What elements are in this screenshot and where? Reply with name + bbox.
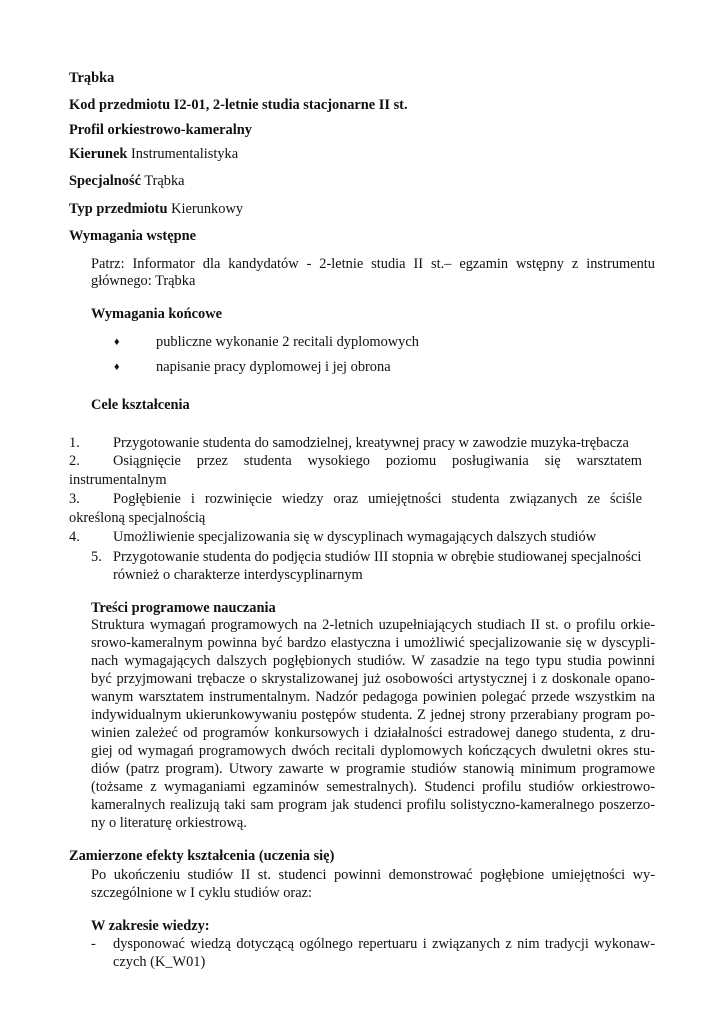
course-type-label: Typ przedmiotu (69, 201, 168, 217)
goal-text: Osiągnięcie przez studenta wysokiego poziomu posługiwania się warsztatem (113, 453, 642, 469)
goal-text-continued: określoną specjalnością (69, 510, 206, 526)
specialty-value: Trąbka (144, 173, 185, 189)
paragraph-line: Struktura wymagań programowych na 2-letnich uzupełniających studiach II st. o profilu orkie- (91, 617, 655, 633)
outcomes-heading: Zamierzone efekty kształcenia (uczenia się) (69, 848, 335, 864)
paragraph-line: indywidualnym ukierunkowywaniu postępów studenta. Z jednej strony przerabiany program po- (91, 707, 655, 723)
goal-text: Umożliwienie specjalizowania się w dyscyplinach wymagających dalszych studiów (113, 529, 597, 545)
specialty-label: Specjalność (69, 173, 141, 189)
goal-text: Przygotowanie studenta do podjęcia studiów III stopnia w obrębie studiowanej specjalności (113, 549, 642, 565)
goal-number: 5. (91, 549, 102, 565)
paragraph-line: diów (patrz program). Utwory zawarte w programie studiów stanowią minimum programowe (91, 761, 655, 777)
goal-text: Pogłębienie i rozwinięcie wiedzy oraz umiejętności studenta związanych ze ściśle (113, 491, 642, 507)
paragraph-line: wanym warsztatem instrumentalnym. Nadzór pedagoga powinien polegać przede wszystkim na (91, 689, 655, 705)
specialty-line (69, 172, 185, 190)
direction-label: Kierunek (69, 146, 128, 162)
paragraph-line: nach wymagających dalszych pogłębionych studiów. W zasadzie na tego typu studia powinni (91, 653, 655, 669)
course-type-value: Kierunkowy (171, 201, 244, 217)
paragraph-line: być przyjmowani trębacze o skrystalizowanej już osobowości artystycznej i z doskonale opano- (91, 671, 655, 687)
list-item-continued: czych (K_W01) (113, 954, 206, 970)
knowledge-heading: W zakresie wiedzy: (91, 918, 210, 934)
goal-number: 2. (69, 453, 80, 469)
list-item: napisanie pracy dyplomowej i jej obrona (156, 359, 391, 375)
paragraph-line: (tożsame z wymaganiami egzaminów semestralnych). Studenci profilu studiów orkiestrowo- (91, 779, 655, 795)
direction-value: Instrumentalistyka (130, 146, 239, 162)
program-content-heading: Treści programowe nauczania (91, 600, 276, 616)
final-requirements-heading: Wymagania końcowe (91, 306, 222, 322)
paragraph-line: szczególnione w I cyklu studiów oraz: (91, 885, 312, 901)
direction-line (69, 145, 238, 163)
goal-number: 1. (69, 435, 80, 451)
course-type-line (69, 200, 243, 218)
paragraph-line: Po ukończeniu studiów II st. studenci powinni demonstrować pogłębione umiejętności wy- (91, 867, 655, 883)
document-title: Trąbka (69, 70, 115, 86)
paragraph-line: kameralnych realizują taki sam program jak studenci profilu solistyczno-kameralnego poszerzo- (91, 797, 655, 813)
goal-number: 4. (69, 529, 80, 545)
paragraph-line: giej od wymagań programowych dwóch recitali dyplomowych kończących dwuletni okres stu- (91, 743, 655, 759)
prerequisites-line: głównego: Trąbka (91, 273, 196, 289)
diamond-bullet-icon: ♦ (114, 361, 120, 373)
prerequisites-heading: Wymagania wstępne (69, 228, 196, 244)
goal-text-continued: instrumentalnym (69, 472, 167, 488)
goal-number: 3. (69, 491, 80, 507)
diamond-bullet-icon: ♦ (114, 336, 120, 348)
list-item: publiczne wykonanie 2 recitali dyplomowych (156, 334, 419, 350)
paragraph-line: ny o literaturę orkiestrową. (91, 815, 247, 831)
course-code: Kod przedmiotu I2-01, 2-letnie studia stacjonarne II st. (69, 97, 408, 113)
profile: Profil orkiestrowo-kameralny (69, 122, 252, 138)
goal-text-continued: również o charakterze interdyscyplinarnym (113, 567, 363, 583)
goal-text: Przygotowanie studenta do samodzielnej, kreatywnej pracy w zawodzie muzyka-trębacza (113, 435, 629, 451)
dash-bullet: - (91, 936, 96, 952)
paragraph-line: srowo-kameralnym powinna być bardzo elastyczna i umożliwić specjalizowanie się w dyscypli- (91, 635, 655, 651)
prerequisites-line: Patrz: Informator dla kandydatów - 2-letnie studia II st.– egzamin wstępny z instrumentu (91, 256, 655, 272)
list-item: dysponować wiedzą dotyczącą ogólnego repertuaru i związanych z nim tradycji wykonaw- (113, 936, 655, 952)
goals-heading: Cele kształcenia (91, 397, 190, 413)
paragraph-line: winien zależeć od programów konkursowych i działalności estradowej danego studenta, z dru- (91, 725, 655, 741)
